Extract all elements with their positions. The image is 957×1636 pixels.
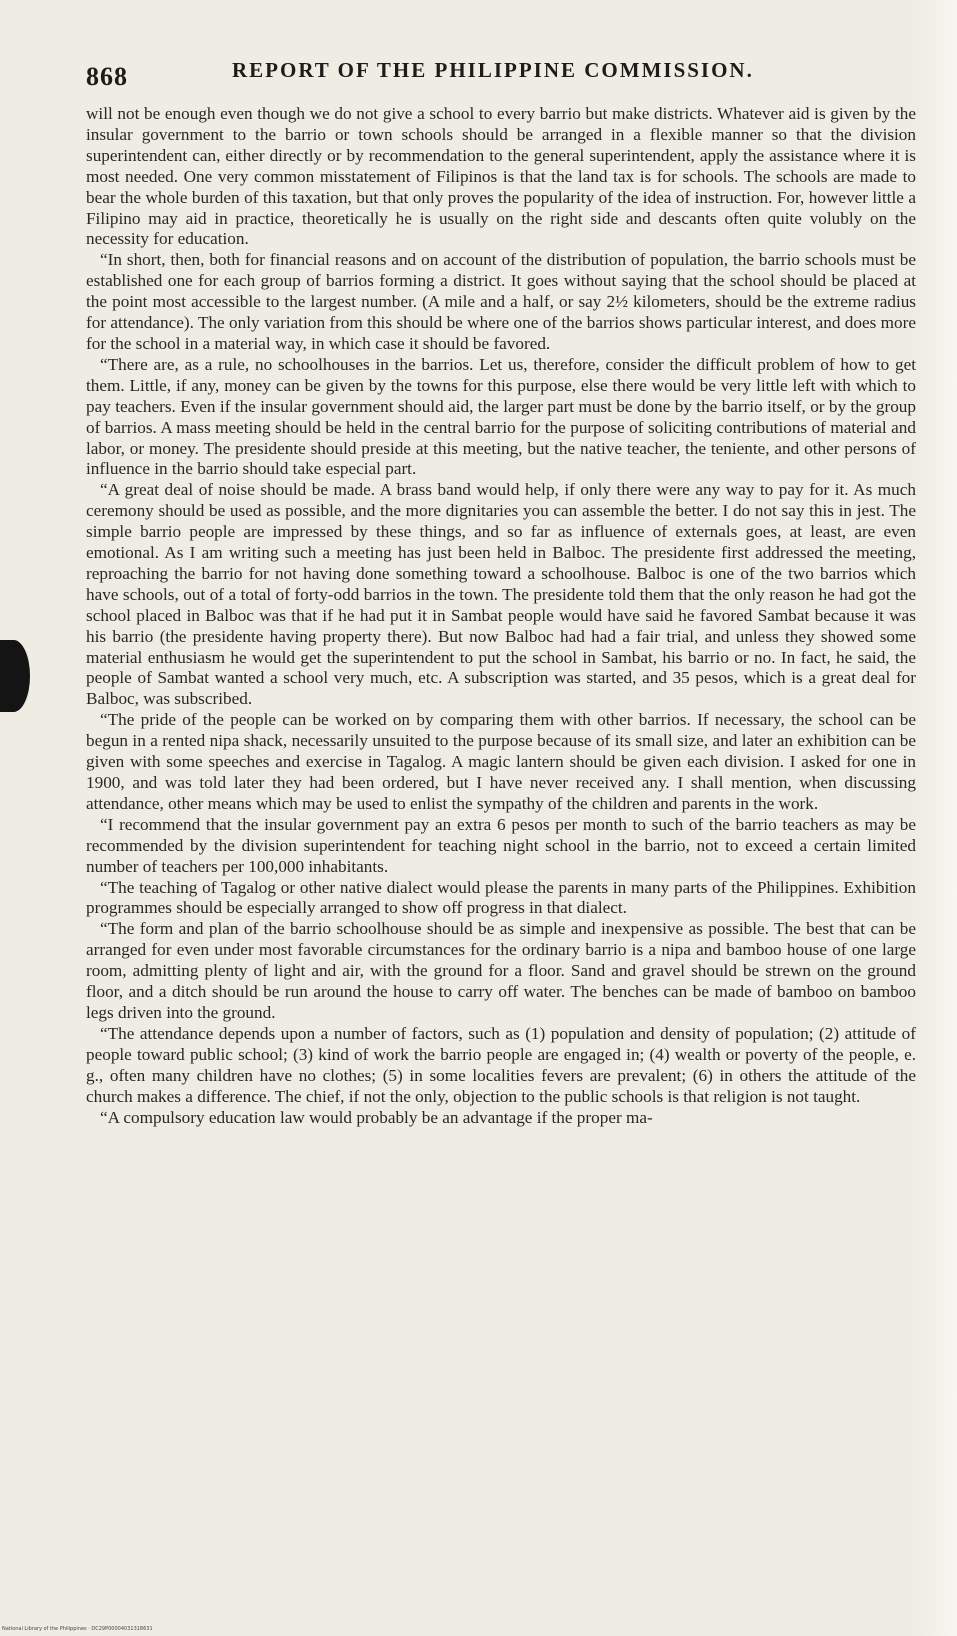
paragraph-1: will not be enough even though we do not give a school to every barrio but make districts. Whatever aid is given by the insular government to the barrio or town schools should be arranged in a flexible manner so that the division superintendent can, either directly or by recommendation to the general superintendent, apply the assistance where it is most needed. One very common misstatement of Filipinos is that the land tax is for schools. The schools are made to bear the whole burden of this taxation, but that only proves the popularity of the idea of instruction. For, however little a Filipino may aid in practice, theoretically he is usually on the right side and descants often quite volubly on the necessity for education. [86, 104, 916, 249]
paragraph-4: “A great deal of noise should be made. A brass band would help, if only there were any way to pay for it. As much ceremony should be used as possible, and the more dignitaries you can assemble the better. I do not say this in jest. The simple barrio people are impressed by these things, and so far as influence of externals goes, at least, are even emotional. As I am writing such a meeting has just been held in Balboc. The presidente first addressed the meeting, reproaching the barrio for not having done something toward a schoolhouse. Balboc is one of the two barrios which have schools, out of a total of forty-odd barrios in the town. The presidente told them that the only reason he had got the school placed in Balboc was that if he had put it in Sambat people would have said he favored Sambat because it was his barrio (the presidente having property there). But now Balboc had had a fair trial, and unless they showed some material enthusiasm he would get the superintendent to put the school in Sambat, his barrio or no. In fact, he said, the people of Sambat wanted a school very much, etc. A subscription was started, and 35 pesos, which is a great deal for Balboc, was subscribed. [86, 480, 916, 709]
page-number: 868 [86, 62, 128, 91]
paragraph-7: “The teaching of Tagalog or other native dialect would please the parents in many parts of the Philippines. Exhibition programmes should be especially arranged to show off progress in that dialect. [86, 877, 916, 918]
body-text [86, 104, 916, 1128]
paragraph-6: “I recommend that the insular government pay an extra 6 pesos per month to such of the barrio teachers as may be recommended by the division superintendent for teaching night school in the barrio, not to exceed a certain limited number of teachers per 100,000 inhabitants. [86, 814, 916, 876]
paragraph-10: “A compulsory education law would probably be an advantage if the proper ma- [100, 1107, 653, 1127]
paragraph-8: “The form and plan of the barrio schoolhouse should be as simple and inexpensive as possible. The best that can be arranged for even under most favorable circumstances for the ordinary barrio is a nipa and bamboo house of one large room, admitting plenty of light and air, with the ground for a floor. Sand and gravel should be strewn on the ground floor, and a ditch should be run around the house to carry off water. The benches can be made of bamboo on bamboo legs driven into the ground. [86, 919, 916, 1022]
binding-shadow-mark [0, 640, 30, 712]
footer-credit: National Library of the Philippines · DC29P00004031318631 [2, 1626, 153, 1632]
paragraph-2: “In short, then, both for financial reasons and on account of the distribution of population, the barrio schools must be established one for each group of barrios forming a district. It goes without saying that the school should be placed at the point most accessible to the largest number. (A mile and a half, or say 2½ kilometers, should be the extreme radius for attendance). The only variation from this should be where one of the barrios shows particular interest, and does more for the school in a material way, in which case it should be favored. [86, 250, 916, 353]
running-head: REPORT OF THE PHILIPPINE COMMISSION. [232, 58, 754, 82]
paragraph-3: “There are, as a rule, no schoolhouses in the barrios. Let us, therefore, consider the difficult problem of how to get them. Little, if any, money can be given by the towns for this purpose, else there would be very little left with which to pay teachers. Even if the insular government should aid, the larger part must be done by the barrio itself, or by the group of barrios. A mass meeting should be held in the central barrio for the purpose of soliciting contributions of material and labor, or money. The presidente should preside at this meeting, but the native teacher, the teniente, and other persons of influence in the barrio should take especial part. [86, 354, 916, 479]
paragraph-9: “The attendance depends upon a number of factors, such as (1) population and density of population; (2) attitude of people toward public school; (3) kind of work the barrio people are engaged in; (4) wealth or poverty of the people, e. g., often many children have no clothes; (5) in some localities fevers are prevalent; (6) in others the attitude of the church makes a difference. The chief, if not the only, objection to the public schools is that religion is not taught. [86, 1023, 916, 1106]
paragraph-5: “The pride of the people can be worked on by comparing them with other barrios. If necessary, the school can be begun in a rented nipa shack, necessarily unsuited to the purpose because of its small size, and later an exhibition can be given with some speeches and exercise in Tagalog. A magic lantern should be given each division. I asked for one in 1900, and was told later they had been ordered, but I have never received any. I shall mention, when discussing attendance, other means which may be used to enlist the sympathy of the children and parents in the work. [86, 710, 916, 813]
page-right-edge [917, 0, 957, 1636]
